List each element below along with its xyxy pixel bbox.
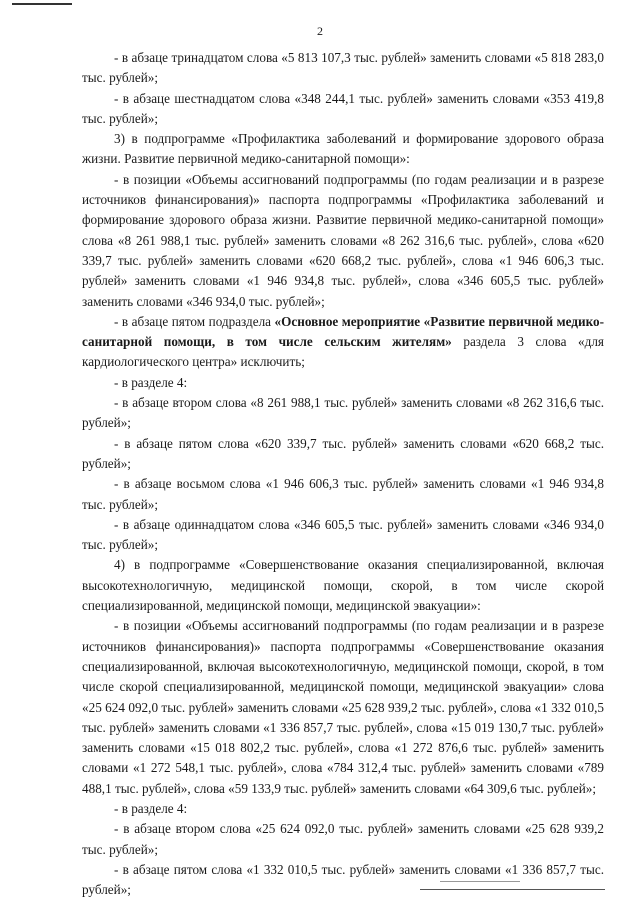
paragraph: 4) в подпрограмме «Совершенствование оказания специализированной, включая высокотехнологичную, медицинской помощи, скорой, в том числе скорой специализированной, медицинской помощи, медицинской эвакуации»:: [82, 557, 604, 614]
paragraph: - в разделе 4:: [114, 374, 188, 390]
document-body: [82, 48, 604, 900]
footer-rule: [420, 889, 605, 890]
paragraph: - в позиции «Объемы ассигнований подпрограммы (по годам реализации и в разрезе источников финансирования)» паспорта подпрограммы «Профилактика заболеваний и формирование здорового образа жизни. Развитие первичной медико-санитарной помощи» слова «8 261 988,1 тыс. рублей» заменить словами «8 262 316,6 тыс. рублей», слова «620 339,7 тыс. рублей» заменить словами «620 668,2 тыс. рублей», слова «1 946 606,3 тыс. рублей» заменить словами «1 946 934,8 тыс. рублей», слова «346 605,5 тыс. рублей» заменить словами «346 934,0 тыс. рублей»;: [82, 171, 604, 309]
paragraph: - в позиции «Объемы ассигнований подпрограммы (по годам реализации и в разрезе источников финансирования)» паспорта подпрограммы «Совершенствование оказания специализированной, включая высокотехнологичную, медицинской помощи, скорой, в том числе скорой специализированной, медицинской помощи, медицинской эвакуации» слова «25 624 092,0 тыс. рублей» заменить словами «25 628 939,2 тыс. рублей», слова «1 332 010,5 тыс. рублей» заменить словами «1 336 857,7 тыс. рублей», слова «15 019 130,7 тыс. рублей» заменить словами «15 018 802,2 тыс. рублей», слова «1 272 876,6 тыс. рублей» заменить словами «1 272 548,1 тыс. рублей», слова «784 312,4 тыс. рублей» заменить словами «789 488,1 тыс. рублей», слова «59 133,9 тыс. рублей» заменить словами «64 309,6 тыс. рублей»;: [82, 618, 604, 796]
scan-mark: [440, 881, 520, 882]
paragraph: - в абзаце втором слова «25 624 092,0 тыс. рублей» заменить словами «25 628 939,2 тыс. рублей»;: [82, 821, 604, 857]
paragraph: - в абзаце пятом слова «620 339,7 тыс. рублей» заменить словами «620 668,2 тыс. рублей»;: [82, 435, 604, 471]
page-number: 2: [317, 24, 323, 38]
paragraph: - в абзаце втором слова «8 261 988,1 тыс. рублей» заменить словами «8 262 316,6 тыс. рублей»;: [82, 395, 604, 431]
paragraph: - в абзаце одиннадцатом слова «346 605,5 тыс. рублей» заменить словами «346 934,0 тыс. рублей»;: [82, 516, 604, 553]
paragraph: - в абзаце пятом подраздела «Основное мероприятие «Развитие первичной медико-санитарной помощи, в том числе сельским жителям» раздела 3 слова «для кардиологического центра» исключить;: [82, 313, 604, 370]
paragraph: - в абзаце восьмом слова «1 946 606,3 тыс. рублей» заменить словами «1 946 934,8 тыс. рублей»;: [82, 476, 604, 512]
paragraph: - в разделе 4:: [114, 800, 188, 816]
paragraph: - в абзаце шестнадцатом слова «348 244,1 тыс. рублей» заменить словами «353 419,8 тыс. рублей»;: [82, 90, 604, 126]
paragraph: - в абзаце пятом слова «1 332 010,5 тыс. рублей» заменить словами «1 336 857,7 тыс. рублей»;: [82, 861, 604, 898]
bold-subsection-title: «Основное мероприятие «Развитие первичной медико-санитарной помощи, в том числе сельским жителям»: [82, 313, 604, 350]
paragraph: 3) в подпрограмме «Профилактика заболеваний и формирование здорового образа жизни. Развитие первичной медико-санитарной помощи»:: [82, 131, 604, 167]
top-rule: [12, 3, 72, 5]
paragraph: - в абзаце тринадцатом слова «5 813 107,3 тыс. рублей» заменить словами «5 818 283,0 тыс. рублей»;: [82, 50, 604, 86]
